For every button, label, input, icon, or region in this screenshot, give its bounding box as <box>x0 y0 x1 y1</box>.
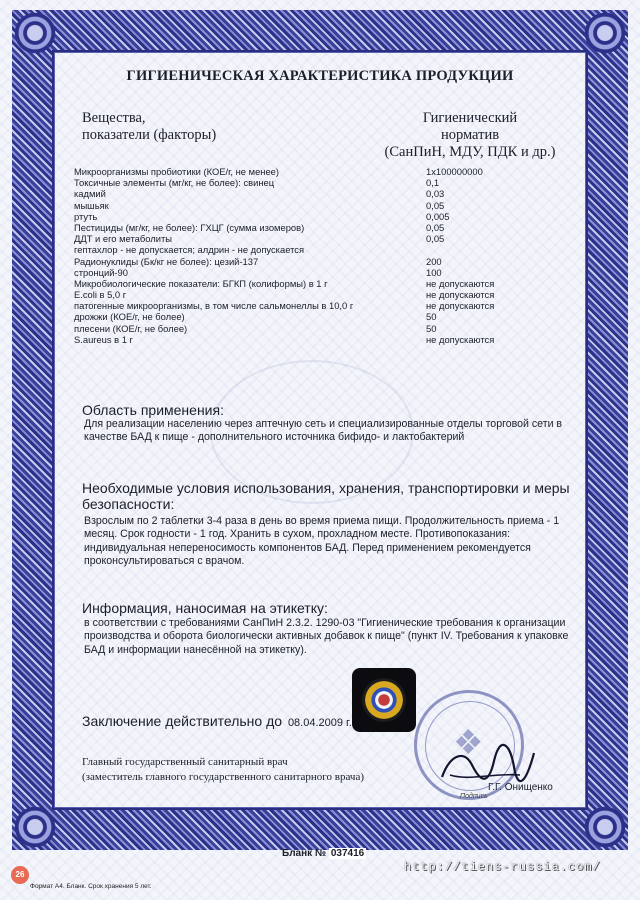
table-row <box>74 289 574 300</box>
row-name: Пестициды (мг/кг, не более): ГХЦГ (сумма изомеров) <box>74 221 305 233</box>
row-value: 0,05 <box>426 233 445 245</box>
row-value: не допускаются <box>426 289 495 301</box>
row-name: Микробиологические показатели: БГКП (колиформы) в 1 г <box>74 277 328 289</box>
blank-number-line <box>282 848 366 859</box>
row-value: 0,03 <box>426 188 445 200</box>
chief-doctor-block <box>82 755 364 785</box>
row-value: 0,1 <box>426 177 440 189</box>
table-row <box>74 300 574 311</box>
header-right-line: (СанПиН, МДУ, ПДК и др.) <box>384 144 556 160</box>
header-left-line: Вещества, <box>82 110 146 126</box>
table-row <box>74 323 574 334</box>
conclusion-line <box>82 713 352 729</box>
conclusion-label: Заключение действительно до <box>82 713 283 729</box>
row-name: S.aureus в 1 г <box>74 333 133 345</box>
row-value: 50 <box>426 322 437 334</box>
column-header-norm <box>370 110 570 161</box>
row-value: 100 <box>426 266 442 278</box>
table-row <box>74 222 574 233</box>
doctor-title: Главный государственный санитарный врач <box>82 756 288 768</box>
row-value: 200 <box>426 255 442 267</box>
row-name: мышьяк <box>74 199 109 211</box>
table-row <box>74 311 574 322</box>
conditions-text: Взрослым по 2 таблетки 3-4 раза в день во время приема пищи. Продолжительность приема - 1 месяц. Срок годности - 1 год. Хранить в сухом, прохладном месте. Противопоказания: индивидуальная непереносимость компонентов БАД. Перед применением рекомендуется проконсультироваться с врачом. <box>84 515 560 568</box>
corner-ornament-bottom-left <box>8 800 62 854</box>
table-row <box>74 278 574 289</box>
header-left-line: показатели (факторы) <box>82 127 217 143</box>
table-row <box>74 233 574 244</box>
blank-number: 037416 <box>330 848 365 859</box>
hologram-sticker <box>352 668 416 732</box>
row-value: 50 <box>426 311 437 323</box>
row-name: Токсичные элементы (мг/кг, не более): свинец <box>74 177 275 189</box>
column-header-substances <box>82 110 216 144</box>
site-url-watermark: http://tiens-russia.com/ <box>404 860 601 874</box>
doctor-deputy: (заместитель главного государственного санитарного врача) <box>82 771 365 783</box>
row-name: Радионуклиды (Бк/кг не более): цезий-137 <box>74 255 259 267</box>
header-right-line: норматив <box>440 127 500 143</box>
row-name: дрожжи (КОЕ/г, не более) <box>74 311 185 323</box>
table-row <box>74 256 574 267</box>
row-name: патогенные микроорганизмы, в том числе сальмонеллы в 10,0 г <box>74 300 354 312</box>
scope-text: Для реализации населению через аптечную сеть и специализированные отделы торговой сети в качестве БАД к пище - дополнительного источника бифидо- и лактобактерий <box>84 418 563 444</box>
conditions-heading: Необходимые условия использования, хранения, транспортировки и меры безопасности: <box>82 480 570 512</box>
blank-label: Бланк № <box>282 848 327 859</box>
row-value: не допускаются <box>426 300 495 312</box>
row-name: гептахлор - не допускается; алдрин - не допускается <box>74 244 305 256</box>
row-value: 1х100000000 <box>426 166 483 177</box>
label-info-text: в соответствии с требованиями СанПиН 2.3.2. 1290-03 "Гигиенические требования к организации производства и оборота биологически активных добавок к пище" (пункт IV. Требования к упаковке БАД и информации нанесённой на этикетку). <box>84 617 569 656</box>
table-row <box>74 211 574 222</box>
corner-ornament-top-right <box>578 6 632 60</box>
row-value: не допускаются <box>426 333 495 345</box>
row-name: стронций-90 <box>74 266 128 278</box>
row-name: ртуть <box>74 210 98 222</box>
row-value: не допускаются <box>426 277 495 289</box>
table-row <box>74 166 574 177</box>
conclusion-date: 08.04.2009 г. <box>287 717 352 729</box>
signature-name: Г.Г. Онищенко <box>488 782 553 793</box>
label-info-heading: Информация, наносимая на этикетку: <box>82 600 328 616</box>
table-row <box>74 200 574 211</box>
table-row <box>74 244 574 255</box>
row-name: Микроорганизмы пробиотики (КОЕ/г, не менее) <box>74 166 280 177</box>
page-number-badge: 26 <box>11 866 29 884</box>
scope-heading: Область применения: <box>82 402 224 418</box>
row-name: E.coli в 5,0 г <box>74 289 127 301</box>
footer-text: Формат А4. Бланк. Срок хранения 5 лет. <box>30 883 152 890</box>
row-value: 0,05 <box>426 199 445 211</box>
document-title: ГИГИЕНИЧЕСКАЯ ХАРАКТЕРИСТИКА ПРОДУКЦИИ <box>126 68 514 84</box>
table-row <box>74 334 574 345</box>
signature-label: Подпись <box>460 793 488 800</box>
row-name: плесени (КОЕ/г, не более) <box>74 322 188 334</box>
corner-ornament-bottom-right <box>578 800 632 854</box>
row-value: 0,05 <box>426 221 445 233</box>
table-row <box>74 267 574 278</box>
table-row <box>74 188 574 199</box>
row-name: ДДТ и его метаболиты <box>74 233 172 245</box>
row-value: 0,005 <box>426 210 450 222</box>
row-name: кадмий <box>74 188 106 200</box>
header-right-line: Гигиенический <box>422 110 518 126</box>
indicators-table <box>74 166 574 345</box>
table-row <box>74 177 574 188</box>
